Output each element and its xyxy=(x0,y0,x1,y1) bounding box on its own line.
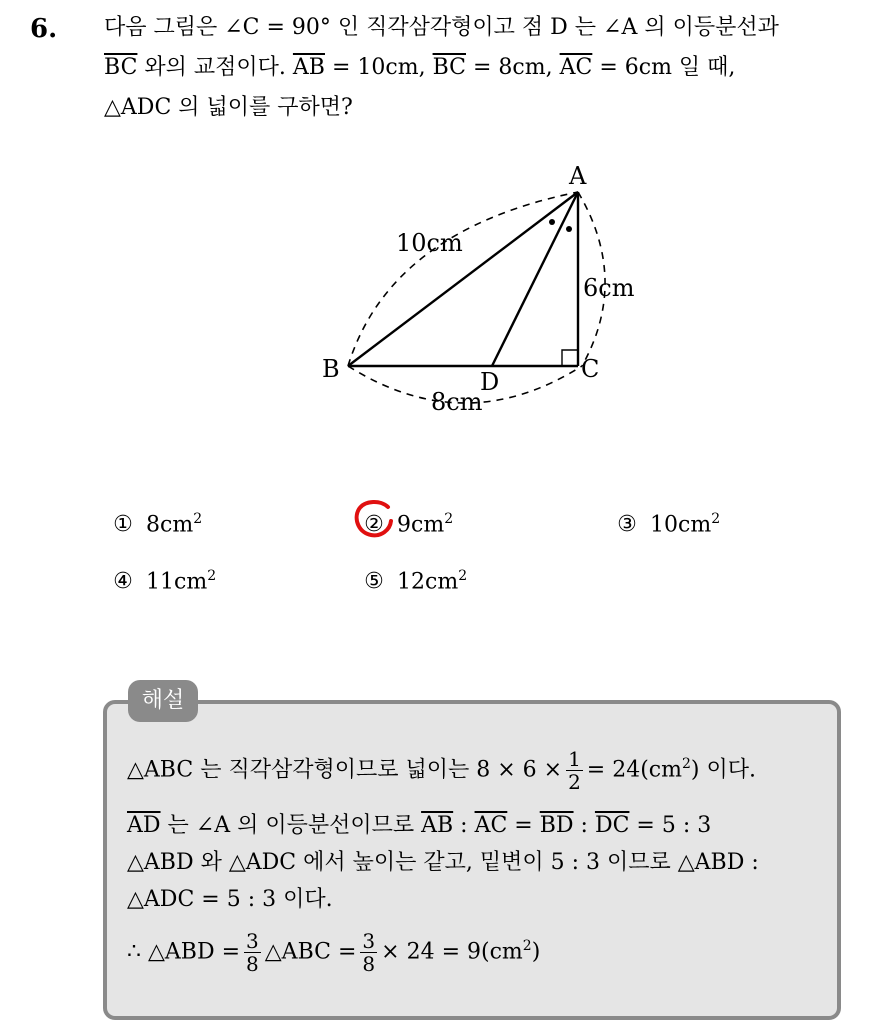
length-ac: 6cm xyxy=(583,274,635,302)
option-2-mark: ② xyxy=(364,512,384,538)
option-3[interactable]: ③ $10cm^2$ xyxy=(614,511,720,537)
segment-bc: $\overline{BC}$ xyxy=(104,55,138,80)
solution-line-5: ∴ △ABD = $\frac{3}{8}$ △ABC = $\frac{3}{8}$ × $24 = 9(cm^2)$ xyxy=(127,929,541,976)
option-3-mark: ③ xyxy=(617,512,637,538)
length-ab: 10cm xyxy=(396,229,463,257)
angle-dot-1 xyxy=(549,219,555,225)
solution-line-1: △ABC 는 직각삼각형이므로 넓이는 8 × 6 × $\frac{1}{2}$ = $24(cm^2)$ 이다. xyxy=(127,747,756,794)
bisector-ad xyxy=(492,192,578,366)
option-1[interactable]: ① $8cm^2$ xyxy=(110,511,202,537)
fraction-half: $\frac{1}{2}$ xyxy=(568,747,581,794)
label-d: D xyxy=(480,368,500,396)
question-line-1: 다음 그림은 ∠C = 90° 인 직각삼각형이고 점 D 는 ∠A 의 이등분선과 xyxy=(104,15,779,40)
triangle-figure xyxy=(300,150,660,430)
question-line-3: △ADC 의 넓이를 구하면? xyxy=(104,95,353,120)
label-c: C xyxy=(581,355,600,383)
option-1-mark: ① xyxy=(113,512,133,538)
segment-ac: $\overline{AC}$ xyxy=(559,55,593,80)
angle-dot-2 xyxy=(566,226,572,232)
answer-circle-mark xyxy=(353,497,395,539)
fraction-three-eighths-2: $\frac{3}{8}$ xyxy=(362,929,376,976)
option-4[interactable]: ④ $11cm^2$ xyxy=(110,568,216,594)
option-2[interactable]: ② $9cm^2$ xyxy=(361,511,453,537)
side-ab xyxy=(348,192,578,366)
solution-line-2: $\overline{AD}$ 는 ∠A 의 이등분선이므로 $\overline{AB}$ : $\overline{AC} = \overline{BD}$ : $\overline{DC} = 5$ : 3 xyxy=(127,813,712,838)
option-5[interactable]: ⑤ $12cm^2$ xyxy=(361,568,467,594)
question-line-2: $\overline{BC}$ 와의 교점이다. $\overline{AB} = 10cm$, $\overline{BC} = 8cm$, $\overline{AC} = 6cm$ 일 때, xyxy=(104,55,736,80)
segment-bc-2: $\overline{BC}$ xyxy=(432,55,466,80)
question-number: 6. xyxy=(30,14,58,44)
label-a: A xyxy=(569,162,587,190)
option-5-mark: ⑤ xyxy=(364,569,384,595)
option-4-mark: ④ xyxy=(113,569,133,595)
fraction-three-eighths-1: $\frac{3}{8}$ xyxy=(246,929,259,976)
length-bc: 8cm xyxy=(431,388,483,416)
solution-tag: 해설 xyxy=(128,680,198,722)
solution-line-3: △ABD 와 △ADC 에서 높이는 같고, 밑변이 5 : 3 이므로 △ABD : xyxy=(127,850,759,875)
label-b: B xyxy=(322,355,340,383)
segment-ab: $\overline{AB}$ xyxy=(292,55,325,80)
right-angle-mark xyxy=(562,350,578,366)
solution-line-4: △ADC = 5 : 3 이다. xyxy=(127,887,333,912)
